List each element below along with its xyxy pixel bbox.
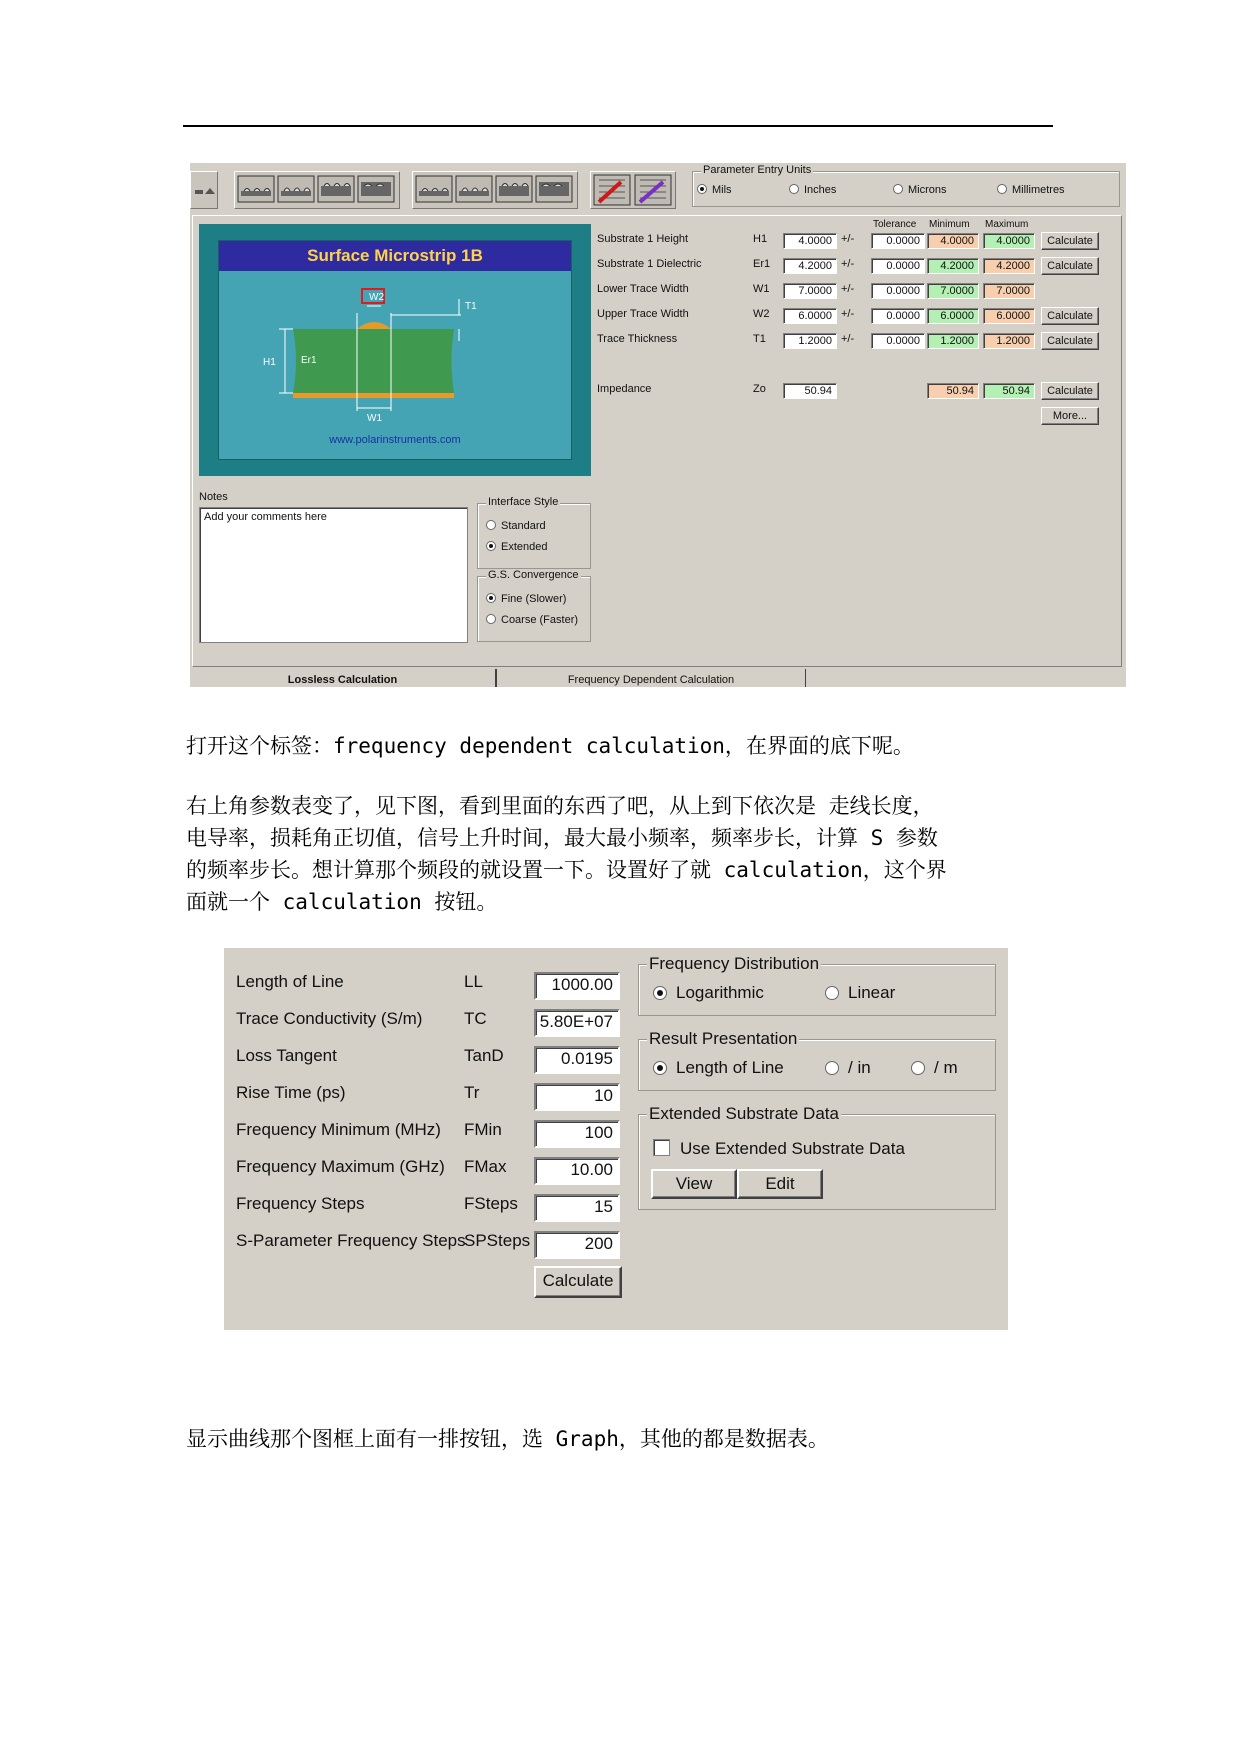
impedance-label: Impedance [597, 383, 652, 395]
maximum-field: 7.0000 [983, 283, 1035, 299]
structure-group-2 [412, 171, 578, 209]
col-maximum: Maximum [985, 219, 1029, 230]
maximum-field: 4.0000 [983, 233, 1035, 249]
extended-substrate-group [638, 1104, 996, 1210]
calculate-button[interactable]: Calculate [534, 1266, 622, 1298]
param-value-field[interactable]: 4.0000 [783, 233, 837, 249]
maximum-field: 6.0000 [983, 308, 1035, 324]
paragraph-line: 电导率，损耗角正切值，信号上升时间，最大最小频率，频率步长，计算 S 参数 [186, 826, 938, 850]
er1-label: Er1 [301, 355, 317, 366]
notes-textarea[interactable]: Add your comments here [199, 507, 468, 643]
tolerance-field[interactable]: 0.0000 [871, 258, 925, 274]
radio-standard[interactable]: Standard [486, 520, 546, 532]
radio-logarithmic[interactable]: Logarithmic [653, 983, 764, 1003]
calculate-button[interactable]: Calculate [1041, 307, 1099, 325]
freq-param-symbol: SPSteps [464, 1231, 531, 1250]
impedance-calculate-button[interactable]: Calculate [1041, 382, 1099, 400]
freq-param-symbol: Tr [464, 1083, 480, 1102]
plus-minus-label: +/- [841, 283, 855, 295]
impedance-maximum: 50.94 [983, 383, 1035, 399]
units-legend: Parameter Entry Units [703, 164, 812, 176]
param-symbol: Er1 [753, 258, 771, 270]
tab-lossless[interactable]: Lossless Calculation [190, 669, 496, 687]
freq-param-symbol: TC [464, 1009, 487, 1028]
t1-label: T1 [465, 301, 477, 312]
radio-per-metre[interactable]: / m [911, 1058, 958, 1078]
units-group [692, 164, 1120, 207]
impedance-minimum: 50.94 [927, 383, 979, 399]
w2-label: W2 [369, 292, 384, 303]
freq-param-field[interactable]: 200 [534, 1231, 620, 1259]
tolerance-field[interactable]: 0.0000 [871, 283, 925, 299]
col-minimum: Minimum [929, 219, 970, 230]
h1-label: H1 [263, 357, 276, 368]
polar-si-screenshot [190, 163, 1126, 687]
freq-param-symbol: FSteps [464, 1194, 518, 1213]
interface-style-legend: Interface Style [488, 496, 559, 508]
plus-minus-label: +/- [841, 333, 855, 345]
col-tolerance: Tolerance [873, 219, 917, 230]
param-value-field[interactable]: 7.0000 [783, 283, 837, 299]
freq-param-label: S-Parameter Frequency Steps [236, 1231, 466, 1250]
frequency-distribution-legend: Frequency Distribution [649, 954, 820, 973]
interface-style-group [477, 496, 591, 569]
frequency-dependent-panel [224, 948, 1008, 1330]
more-button[interactable]: More... [1041, 407, 1099, 425]
freq-param-field[interactable]: 10.00 [534, 1157, 620, 1185]
radio-linear[interactable]: Linear [825, 983, 895, 1003]
impedance-value: 50.94 [783, 383, 837, 399]
plus-minus-label: +/- [841, 233, 855, 245]
view-button[interactable]: View [651, 1169, 737, 1199]
w1-label: W1 [367, 413, 382, 424]
freq-param-label: Rise Time (ps) [236, 1083, 346, 1102]
tool-buttons-group [590, 171, 676, 209]
param-label: Lower Trace Width [597, 283, 689, 295]
freq-param-label: Frequency Steps [236, 1194, 365, 1213]
polar-url: www.polarinstruments.com [329, 434, 461, 446]
tab-frequency-dependent[interactable]: Frequency Dependent Calculation [496, 669, 806, 687]
structure-diagram [199, 224, 591, 476]
convergence-legend: G.S. Convergence [488, 569, 579, 581]
microstrip-drawing [219, 271, 571, 459]
notes-label: Notes [199, 491, 228, 503]
param-label: Trace Thickness [597, 333, 678, 345]
freq-param-label: Frequency Maximum (GHz) [236, 1157, 445, 1176]
toolbar-scroll-left[interactable] [190, 171, 218, 209]
freq-param-symbol: LL [464, 972, 483, 991]
param-value-field[interactable]: 1.2000 [783, 333, 837, 349]
minimum-field: 4.0000 [927, 233, 979, 249]
paragraph-line: 右上角参数表变了，见下图，看到里面的东西了吧，从上到下依次是 走线长度， [186, 794, 934, 818]
freq-param-label: Length of Line [236, 972, 344, 991]
param-symbol: W2 [753, 308, 770, 320]
freq-param-symbol: FMin [464, 1120, 502, 1139]
chart-tool-icon[interactable] [594, 175, 630, 205]
freq-param-field[interactable]: 15 [534, 1194, 620, 1222]
radio-millimetres[interactable]: Millimetres [997, 184, 1065, 196]
extended-substrate-legend: Extended Substrate Data [649, 1104, 839, 1123]
tolerance-field[interactable]: 0.0000 [871, 308, 925, 324]
freq-param-label: Loss Tangent [236, 1046, 337, 1065]
tolerance-field[interactable]: 0.0000 [871, 233, 925, 249]
param-label: Upper Trace Width [597, 308, 689, 320]
param-value-field[interactable]: 6.0000 [783, 308, 837, 324]
calculate-button[interactable]: Calculate [1041, 257, 1099, 275]
freq-param-symbol: TanD [464, 1046, 504, 1065]
convergence-group [477, 569, 591, 642]
radio-inches[interactable]: Inches [789, 184, 836, 196]
paragraph-graph: 显示曲线那个图框上面有一排按钮，选 Graph，其他的都是数据表。 [186, 1427, 829, 1451]
param-value-field[interactable]: 4.2000 [783, 258, 837, 274]
minimum-field: 7.0000 [927, 283, 979, 299]
freq-param-label: Frequency Minimum (MHz) [236, 1120, 441, 1139]
param-symbol: W1 [753, 283, 770, 295]
paragraph-line: 面就一个 calculation 按钮。 [186, 890, 498, 914]
use-extended-checkbox[interactable]: Use Extended Substrate Data [653, 1139, 905, 1159]
radio-mils[interactable]: Mils [697, 184, 732, 196]
freq-param-field[interactable]: 5.80E+07 [534, 1009, 620, 1037]
impedance-symbol: Zo [753, 383, 766, 395]
lossless-panel [192, 215, 1122, 667]
calculate-button[interactable]: Calculate [1041, 232, 1099, 250]
tolerance-field[interactable]: 0.0000 [871, 333, 925, 349]
param-label: Substrate 1 Dielectric [597, 258, 702, 270]
result-presentation-legend: Result Presentation [649, 1029, 798, 1048]
diagram-title: Surface Microstrip 1B [219, 241, 571, 271]
plus-minus-label: +/- [841, 308, 855, 320]
paragraph-line: 的频率步长。想计算那个频段的就设置一下。设置好了就 calculation，这个界 [186, 858, 947, 882]
structure-group-1 [234, 171, 400, 209]
paragraph-explanation [186, 790, 1066, 918]
minimum-field: 4.2000 [927, 258, 979, 274]
maximum-field: 4.2000 [983, 258, 1035, 274]
plus-minus-label: +/- [841, 258, 855, 270]
param-symbol: H1 [753, 233, 768, 245]
paragraph-open-tab: 打开这个标签：frequency dependent calculation，在界面的底下呢。 [186, 734, 914, 758]
edit-tool-icon[interactable] [635, 175, 671, 205]
result-presentation-group [638, 1029, 996, 1091]
minimum-field: 6.0000 [927, 308, 979, 324]
freq-param-field[interactable]: 0.0195 [534, 1046, 620, 1074]
radio-fine[interactable]: Fine (Slower) [486, 593, 566, 605]
freq-param-label: Trace Conductivity (S/m) [236, 1009, 423, 1028]
radio-microns[interactable]: Microns [893, 184, 947, 196]
radio-extended[interactable]: Extended [486, 541, 547, 553]
calculate-button[interactable]: Calculate [1041, 332, 1099, 350]
edit-button[interactable]: Edit [737, 1169, 823, 1199]
freq-param-symbol: FMax [464, 1157, 507, 1176]
param-symbol: T1 [753, 333, 766, 345]
param-label: Substrate 1 Height [597, 233, 689, 245]
radio-length-of-line[interactable]: Length of Line [653, 1058, 784, 1078]
frequency-distribution-group [638, 954, 996, 1016]
radio-coarse[interactable]: Coarse (Faster) [486, 614, 578, 626]
header-rule [183, 125, 1053, 127]
freq-param-field[interactable]: 1000.00 [534, 972, 620, 1000]
minimum-field: 1.2000 [927, 333, 979, 349]
freq-param-field[interactable]: 10 [534, 1083, 620, 1111]
maximum-field: 1.2000 [983, 333, 1035, 349]
radio-per-inch[interactable]: / in [825, 1058, 871, 1078]
freq-param-field[interactable]: 100 [534, 1120, 620, 1148]
